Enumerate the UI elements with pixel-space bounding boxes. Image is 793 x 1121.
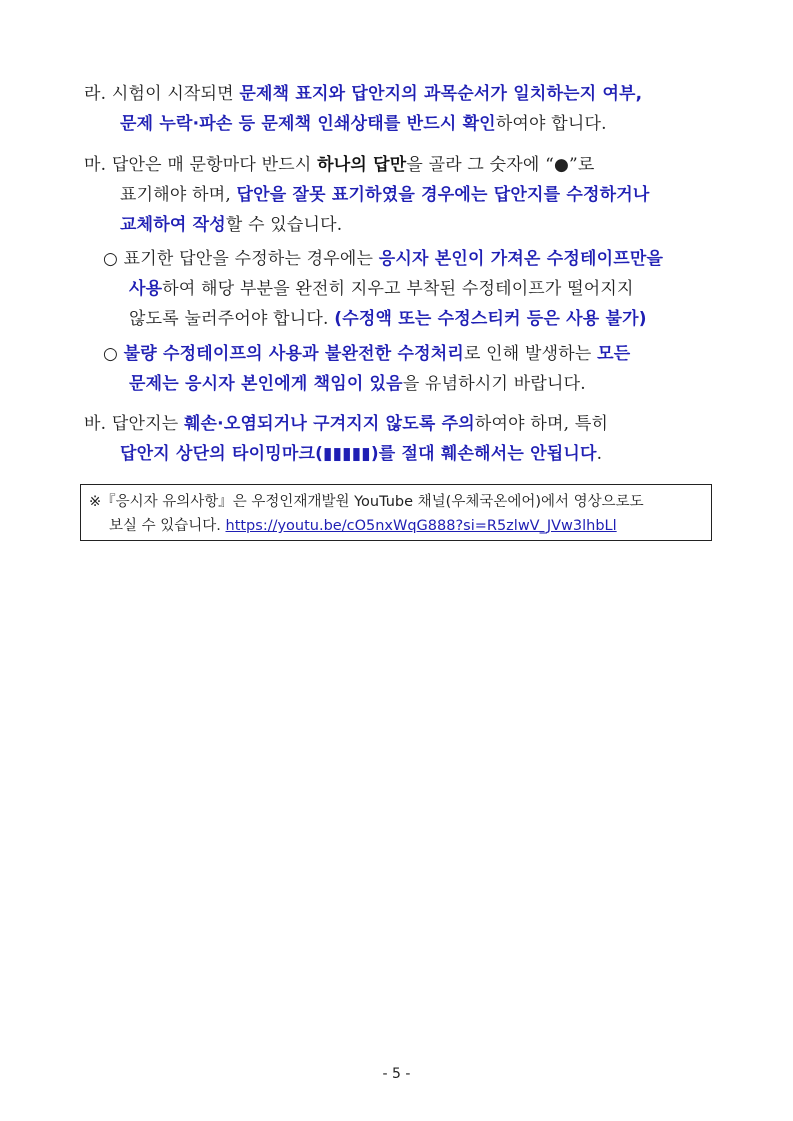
item-ma-line3 [120, 213, 342, 237]
note-line2 [109, 516, 617, 536]
item-ma-emphasis-2: 답안을 잘못 표기하였을 경우에는 답안지를 수정하거나 [236, 185, 650, 205]
item-ra-marker: 라. [84, 84, 107, 104]
sub1-bullet: ○ [103, 249, 119, 269]
item-ma-line2 [120, 183, 649, 207]
item-ba-text: 답안지는 [111, 414, 184, 434]
sub2-line1 [103, 342, 630, 366]
item-ma-text: 답안은 매 문항마다 반드시 [111, 155, 318, 175]
youtube-note-box [80, 484, 712, 541]
item-ra-emphasis: 문제책 표지와 답안지의 과목순서가 일치하는지 여부, [239, 84, 643, 104]
sub1-line3 [129, 307, 647, 331]
sub1-text-3: 않도록 눌러주어야 합니다. [129, 309, 335, 329]
note-text: 보실 수 있습니다. [109, 518, 226, 534]
sub1-emphasis: 응시자 본인이 가져온 수정테이프만을 [378, 249, 664, 269]
item-ba-marker: 바. [84, 414, 107, 434]
item-ra-emphasis-2: 문제 누락·파손 등 문제책 인쇄상태를 반드시 확인 [120, 114, 496, 134]
item-ba-line1 [84, 412, 608, 436]
item-ma-line1 [84, 153, 595, 177]
item-ba-text-2: . [596, 444, 603, 464]
item-ma-marker: 마. [84, 155, 107, 175]
note-line1: ※『응시자 유의사항』은 우정인재개발원 YouTube 채널(우체국온에어)에서 영상으로도 [89, 494, 644, 510]
sub1-line1 [103, 247, 663, 271]
sub1-text: 표기한 답안을 수정하는 경우에는 [123, 249, 379, 269]
page-number: - 5 - [382, 1066, 411, 1082]
item-ra-line2 [120, 112, 607, 136]
item-ra-text: 시험이 시작되면 [111, 84, 240, 104]
sub2-text-2: 을 유념하시기 바랍니다. [402, 374, 586, 394]
item-ba-emphasis: 훼손·오염되거나 구겨지지 않도록 주의 [183, 414, 475, 434]
item-ra-text-2: 하여야 합니다. [495, 114, 607, 134]
sub1-line2 [129, 277, 634, 301]
youtube-link[interactable]: https://youtu.be/cO5nxWqG888?si=R5zlwV_JVw3lhbLl [225, 518, 617, 534]
sub2-text: 로 인해 발생하는 [463, 344, 598, 364]
sub1-emphasis-3: (수정액 또는 수정스티커 등은 사용 불가) [334, 309, 647, 329]
sub1-emphasis-2: 사용 [129, 279, 163, 299]
sub2-emphasis: 불량 수정테이프의 사용과 불완전한 수정처리 [123, 344, 464, 364]
sub2-bullet: ○ [103, 344, 119, 364]
sub1-text-2: 하여 해당 부분을 완전히 지우고 부착된 수정테이프가 떨어지지 [162, 279, 634, 299]
item-ba-line2 [120, 442, 602, 466]
item-ma-text-3: 할 수 있습니다. [225, 215, 343, 235]
sub2-emphasis-b: 모든 [597, 344, 631, 364]
item-ra-line1 [84, 82, 642, 106]
item-ma-emphasis-3: 교체하여 작성 [120, 215, 226, 235]
sub2-emphasis-2: 문제는 응시자 본인에게 책임이 있음 [129, 374, 403, 394]
item-ba-emphasis-2: 답안지 상단의 타이밍마크(▮▮▮▮▮)를 절대 훼손해서는 안됩니다 [120, 444, 597, 464]
item-ma-bold: 하나의 답만 [317, 155, 407, 175]
item-ma-text-b: 을 골라 그 숫자에 “●”로 [406, 155, 595, 175]
item-ba-text-b: 하여야 하며, 특히 [474, 414, 609, 434]
item-ma-text-2: 표기해야 하며, [120, 185, 237, 205]
sub2-line2 [129, 372, 586, 396]
